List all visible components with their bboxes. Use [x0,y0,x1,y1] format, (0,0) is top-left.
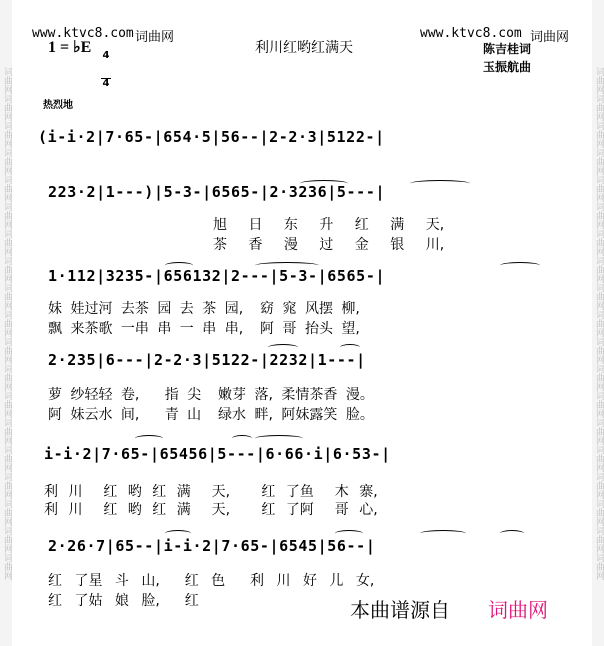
lyricist-credit: 陈吉桂词 [483,42,532,56]
key-signature: 1 = ♭E [48,39,92,56]
lyric-row-2-verse-2: 茶 香 漫 过 金 银 川, [213,237,445,253]
lyric-row-3-verse-2: 飘 来茶歌 一串 串 一 串 串, 阿 哥 抬头 望, [48,321,360,337]
lyric-row-6-verse-2: 红 了姑 娘 脸, 红 [48,593,199,609]
slur-arc [500,262,540,269]
slur-arc [268,344,298,351]
lyric-row-4-verse-1: 萝 纱轻轻 卷, 指 尖 嫩芽 落, 柔情茶香 漫。 [48,387,374,403]
left-watermark-strip: 词曲网词曲网词曲网词曲网词曲网词曲网词曲网词曲网词曲网词曲网词曲网词曲网词曲网词曲网词曲网词曲网词曲网词曲网词曲网 [0,0,12,646]
time-signature-bottom: 4 [102,78,110,89]
footer-source-label: 本曲谱源自 [350,598,450,622]
slur-arc [135,435,163,442]
lyric-row-6-verse-1: 红 了星 斗 山, 红 色 利 川 好 儿 女, [48,573,375,589]
slur-arc [335,530,363,537]
notation-row-4: 2·235|6---|2-2·3|5122-|2232|1---| [48,351,366,369]
lyric-row-2-verse-1: 旭 日 东 升 红 满 天, [213,217,445,233]
notation-row-1: (i-i·2|7·65-|654·5|56--|2-2·3|5122-| [38,128,385,146]
slur-arc [255,435,303,442]
footer-brand: 词曲网 [488,598,548,622]
header-url-left: www.ktvc8.com [32,26,134,41]
right-watermark-strip: 词曲网词曲网词曲网词曲网词曲网词曲网词曲网词曲网词曲网词曲网词曲网词曲网词曲网词曲网词曲网词曲网词曲网词曲网词曲网 [592,0,604,646]
notation-row-5: i-i·2|7·65-|65456|5---|6·66·i|6·53-| [44,445,391,463]
header-site-right: 词曲网 [530,30,570,45]
lyric-row-3-verse-1: 妹 娃过河 去茶 园 去 茶 园, 窈 窕 风摆 柳, [48,301,360,317]
time-signature [101,33,111,97]
slur-arc [340,344,360,351]
lyric-row-5-verse-1: 利 川 红 哟 红 满 天, 红 了鱼 木 寨, [44,484,378,500]
notation-row-3: 1·112|3235-|656132|2---|5-3-|6565-| [48,267,386,285]
song-title: 利川红哟红满天 [255,40,353,56]
composer-credit: 玉振航曲 [483,60,532,74]
slur-arc [500,530,524,537]
tempo-marking: 热烈地 [43,100,73,111]
header-url-right: www.ktvc8.com [420,26,522,41]
notation-row-2: 223·2|1---)|5-3-|6565-|2·3236|5---| [48,183,386,201]
lyric-row-4-verse-2: 阿 妹云水 间, 青 山 绿水 畔, 阿妹露笑 脸。 [48,407,374,423]
notation-row-6: 2·26·7|65--|i-i·2|7·65-|6545|56--| [48,537,376,555]
header-site-left: 词曲网 [135,30,175,45]
slur-arc [410,180,470,187]
lyric-row-5-verse-2: 利 川 红 哟 红 满 天, 红 了阿 哥 心, [44,502,378,518]
slur-arc [420,530,466,537]
slur-arc [232,435,252,442]
time-signature-top: 4 [102,50,110,61]
slur-arc [165,530,191,537]
